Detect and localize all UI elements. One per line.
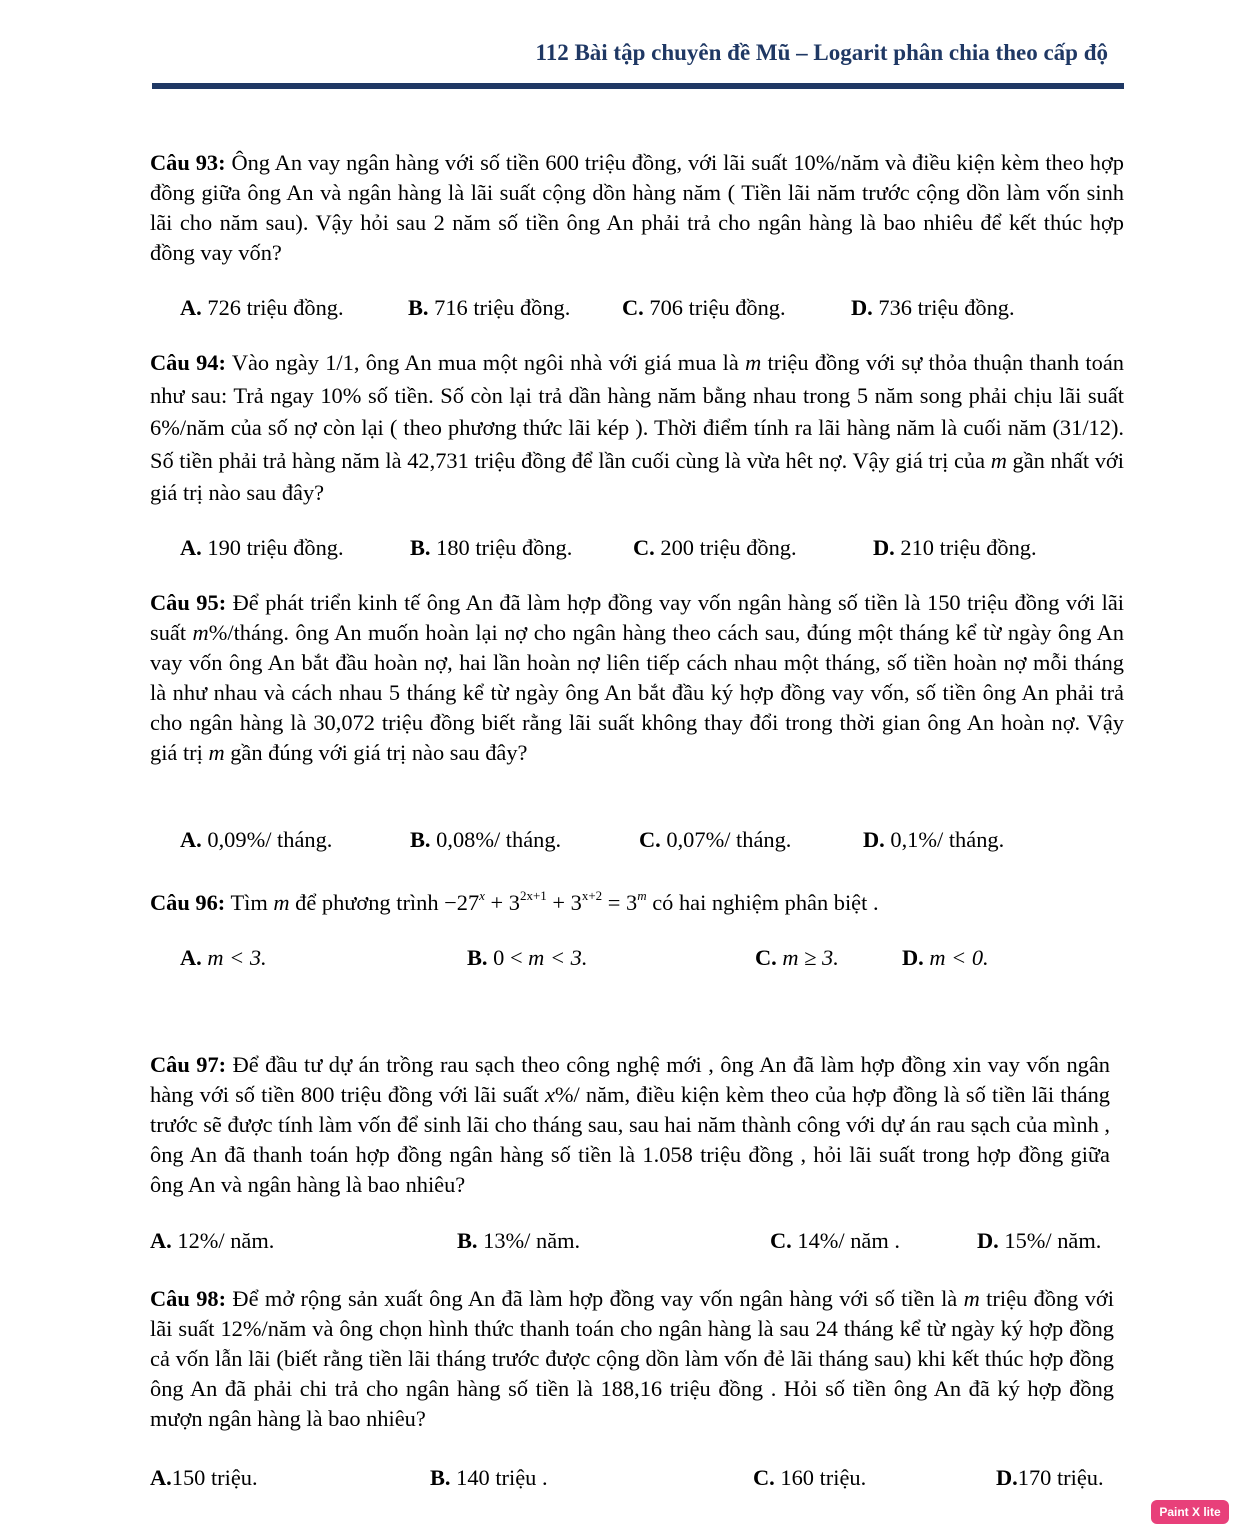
option-a[interactable]: A. 190 triệu đồng.	[180, 535, 344, 560]
header-divider	[152, 83, 1124, 89]
equation: $-27^x + 3^{2x+1} + 3^{x+2} = 3^m$	[444, 887, 647, 915]
option-b[interactable]: B. 0,08%/ tháng.	[410, 827, 562, 852]
option-b[interactable]: B. 13%/ năm.	[457, 1228, 581, 1253]
option-d[interactable]: D. 15%/ năm.	[977, 1228, 1102, 1253]
option-d[interactable]: D. m < 0.	[902, 945, 989, 970]
question-98: Câu 98: Để mở rộng sản xuất ông An đã làm hợp đồng vay vốn ngân hàng với số tiền là m triệu đồng với lãi suất 12%/năm và ông chọn hình thức thanh toán cho ngân hàng là sau 24 tháng kể từ ngày ký hợp đồng cả vốn lẫn lãi (biết rằng tiền lãi tháng trước được cộng dồn làm vốn đẻ lãi tháng sau) khi kết thúc hợp đồng ông An đã phải chi trả cho ngân hàng số tiền là 188,16 triệu đồng . Hỏi số tiền ông An đã ký hợp đồng mượn ngân hàng là bao nhiêu?	[150, 1286, 1114, 1431]
option-b[interactable]: B. 716 triệu đồng.	[408, 295, 571, 320]
option-c[interactable]: C. 200 triệu đồng.	[633, 535, 797, 560]
question-label: Câu 98:	[150, 1286, 227, 1311]
option-a[interactable]: A. 12%/ năm.	[150, 1228, 275, 1253]
option-d[interactable]: D. 736 triệu đồng.	[851, 295, 1015, 320]
question-96: Câu 96: Tìm m để phương trình $-27^x + 3^{2x+1} + 3^{x+2} = 3^m$ có hai nghiệm phân biệt .	[150, 887, 879, 915]
option-b[interactable]: B. 180 triệu đồng.	[410, 535, 573, 560]
paint-x-lite-badge: Paint X lite	[1151, 1500, 1229, 1524]
question-label: Câu 95:	[150, 590, 227, 615]
option-a[interactable]: A. 0,09%/ tháng.	[180, 827, 333, 852]
header-title: 112 Bài tập chuyên đề Mũ – Logarit phân chia theo cấp độ	[535, 40, 1108, 65]
question-text: Ông An vay ngân hàng với số tiền 600 triệu đồng, với lãi suất 10%/năm và điều kiện kèm theo hợp đồng giữa ông An và ngân hàng là lãi suất cộng dồn hàng năm ( Tiền lãi năm trước cộng dồn làm vốn sinh lãi cho năm sau). Vậy hỏi sau 2 năm số tiền ông An phải trả cho ngân hàng là bao nhiêu để kết thúc hợp đồng vay vốn?	[150, 150, 1125, 265]
variable-m: m	[963, 1286, 980, 1311]
option-d[interactable]: D. 0,1%/ tháng.	[863, 827, 1005, 852]
option-a[interactable]: A.150 triệu.	[150, 1465, 258, 1490]
question-label: Câu 94:	[150, 350, 226, 375]
option-c[interactable]: C. m ≥ 3.	[755, 945, 839, 970]
question-97: Câu 97: Để đầu tư dự án trồng rau sạch theo công nghệ mới , ông An đã làm hợp đồng xin vay vốn ngân hàng với số tiền 800 triệu đồng với lãi suất x%/ năm, điều kiện kèm theo của hợp đồng là số tiền lãi tháng trước sẽ được tính làm vốn để sinh lãi cho tháng sau, sau hai năm thành công với dự án rau sạch của mình , ông An đã thanh toán hợp đồng ngân hàng số tiền là 1.058 triệu đồng , hỏi lãi suất trong hợp đồng giữa ông An và ngân hàng là bao nhiêu?	[150, 1052, 1110, 1197]
option-c[interactable]: C. 160 triệu.	[753, 1465, 867, 1490]
question-label: Câu 96:	[150, 890, 226, 915]
option-c[interactable]: C. 14%/ năm .	[770, 1228, 900, 1253]
variable-m: m	[208, 740, 225, 765]
option-c[interactable]: C. 706 triệu đồng.	[622, 295, 786, 320]
variable-x: x	[544, 1082, 555, 1107]
question-94: Câu 94: Vào ngày 1/1, ông An mua một ngôi nhà với giá mua là m triệu đồng với sự thỏa thuận thanh toán như sau: Trả ngay 10% số tiền. Số còn lại trả dần hàng năm bằng nhau trong 5 năm song phải chịu lãi suất 6%/năm của số nợ còn lại ( theo phương thức lãi kép ). Thời điểm tính ra lãi hàng năm là cuối năm (31/12). Số tiền phải trả hàng năm là 42,731 triệu đồng để lần cuối cùng là vừa hêt nợ. Vậy giá trị của m gần nhất với giá trị nào sau đây?	[150, 350, 1124, 505]
option-a[interactable]: A. m < 3.	[180, 945, 267, 970]
option-b[interactable]: B. 0 < m < 3.	[467, 945, 588, 970]
question-93	[150, 148, 1124, 268]
option-a[interactable]: A. 726 triệu đồng.	[180, 295, 344, 320]
option-d[interactable]: D. 210 triệu đồng.	[873, 535, 1037, 560]
question-label: Câu 97:	[150, 1052, 227, 1077]
question-label: Câu 93:	[150, 150, 226, 175]
variable-m: m	[192, 620, 209, 645]
variable-m: m	[990, 447, 1007, 473]
variable-m: m	[273, 890, 290, 915]
question-95: Câu 95: Để phát triển kinh tế ông An đã làm hợp đồng vay vốn ngân hàng số tiền là 150 triệu đồng với lãi suất m%/tháng. ông An muốn hoàn lại nợ cho ngân hàng theo cách sau, đúng một tháng kể từ ngày ông An vay vốn ông An bắt đầu hoàn nợ, hai lần hoàn nợ liên tiếp cách nhau một tháng, số tiền hoàn nợ mỗi tháng là như nhau và cách nhau 5 tháng kể từ ngày ông An bắt đầu ký hợp đồng vay vốn, số tiền ông An phải trả cho ngân hàng là 30,072 triệu đồng biết rằng lãi suất không thay đổi trong thời gian ông An hoàn nợ. Vậy giá trị m gần đúng với giá trị nào sau đây?	[150, 590, 1125, 765]
option-d[interactable]: D.170 triệu.	[996, 1465, 1104, 1490]
variable-m: m	[745, 350, 762, 375]
option-b[interactable]: B. 140 triệu .	[430, 1465, 548, 1490]
option-c[interactable]: C. 0,07%/ tháng.	[639, 827, 792, 852]
